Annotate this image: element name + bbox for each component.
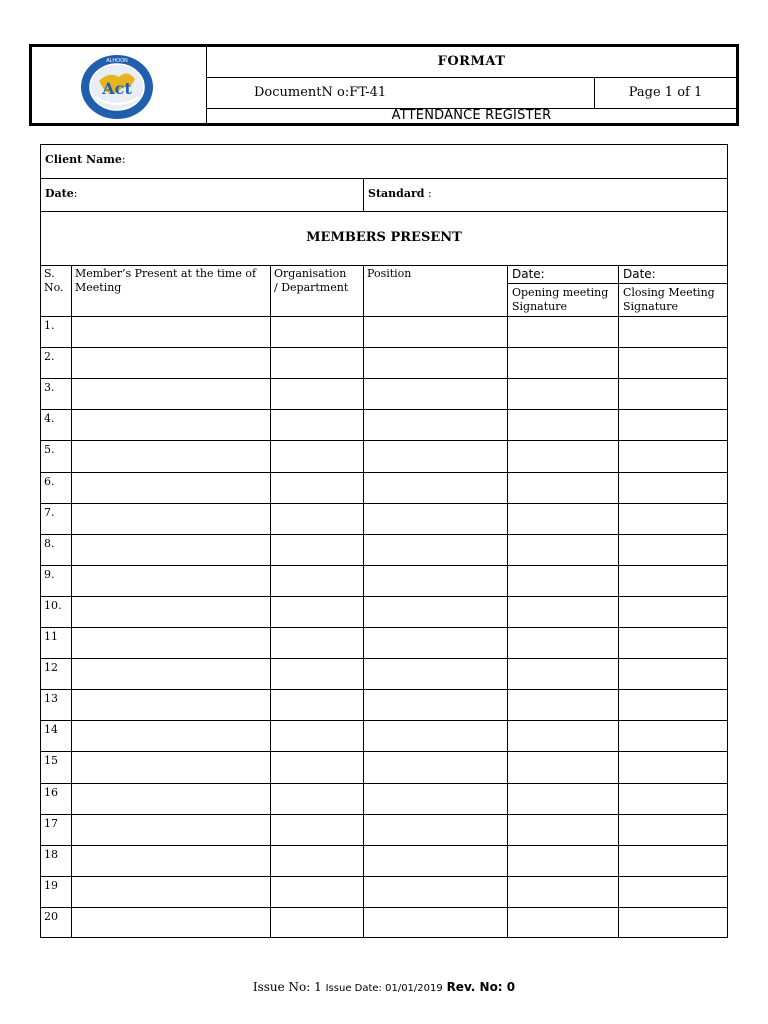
closing-date-header[interactable]: Date: [623, 267, 656, 281]
table-row[interactable] [41, 720, 727, 751]
divider [363, 178, 364, 211]
doc-info-row [207, 78, 736, 109]
table-row[interactable] [41, 845, 727, 876]
client-name-separator: : [121, 153, 126, 166]
row-number: 20 [44, 909, 58, 923]
row-number: 6. [44, 474, 55, 488]
table-row[interactable] [41, 876, 727, 907]
row-number: 14 [44, 723, 58, 737]
table-row[interactable] [41, 534, 727, 565]
table-row[interactable] [41, 783, 727, 814]
col-header-organisation [274, 267, 348, 295]
row-number: 7. [44, 505, 55, 519]
table-row[interactable] [41, 627, 727, 658]
table-row[interactable] [41, 907, 727, 938]
attendance-form [40, 144, 728, 938]
date-label: Date [45, 187, 74, 200]
row-number: 4. [44, 412, 55, 426]
table-row[interactable] [41, 596, 727, 627]
col-header-opening-signature [512, 286, 608, 314]
col-header-close-line1: Closing Meeting [623, 286, 715, 299]
document-header [29, 44, 739, 126]
divider [41, 265, 727, 266]
table-row[interactable] [41, 751, 727, 782]
row-number: 10. [44, 598, 62, 612]
col-header-open-line2: Signature [512, 300, 568, 313]
col-header-sno-line1: S. [44, 267, 55, 280]
col-header-member [75, 267, 271, 295]
table-row[interactable] [41, 440, 727, 471]
table-row[interactable] [41, 347, 727, 378]
col-header-member-line2: Meeting [75, 281, 122, 294]
row-number: 8. [44, 536, 55, 550]
col-header-member-line1: Member’s Present at the time of [75, 267, 257, 280]
logo-cell [32, 47, 207, 123]
logo-ring-text: ALHOON [106, 58, 128, 64]
divider [41, 178, 727, 179]
table-row[interactable] [41, 565, 727, 596]
col-header-org-line2: / Department [274, 281, 349, 294]
document-number: DocumentN o:FT-41 [254, 85, 387, 100]
table-row[interactable] [41, 472, 727, 503]
col-header-position: Position [367, 267, 412, 280]
row-number: 19 [44, 878, 58, 892]
client-name-label: Client Name [45, 153, 122, 166]
row-number: 17 [44, 816, 58, 830]
row-number: 11 [44, 630, 58, 643]
row-number: 18 [44, 847, 58, 861]
col-header-close-line2: Signature [623, 300, 679, 313]
table-row[interactable] [41, 814, 727, 845]
revision-number: Rev. No: 0 [446, 980, 516, 994]
divider [41, 211, 727, 212]
page-number: Page 1 of 1 [594, 78, 736, 108]
issue-number: Issue No: 1 [252, 980, 322, 994]
row-number: 1. [44, 319, 55, 332]
row-number: 15 [44, 754, 58, 768]
issue-date: Issue Date: 01/01/2019 [325, 983, 443, 994]
table-row[interactable] [41, 409, 727, 440]
standard-label: Standard [368, 187, 425, 200]
col-header-sno [44, 267, 64, 295]
client-name-field[interactable] [45, 153, 126, 166]
members-present-title: MEMBERS PRESENT [306, 230, 462, 245]
row-number: 9. [44, 567, 55, 581]
table-row[interactable] [41, 503, 727, 534]
row-number: 5. [44, 443, 55, 457]
attendance-register-title: ATTENDANCE REGISTER [391, 108, 552, 123]
date-field[interactable] [45, 187, 77, 200]
col-header-sno-line2: No. [44, 281, 64, 294]
table-row[interactable] [41, 316, 727, 347]
standard-field[interactable] [368, 187, 432, 200]
table-row[interactable] [41, 689, 727, 720]
col-header-open-line1: Opening meeting [512, 286, 609, 299]
opening-date-header[interactable]: Date: [512, 267, 545, 281]
date-separator: : [73, 187, 78, 200]
row-number: 3. [44, 381, 55, 395]
company-logo [79, 53, 155, 121]
divider [507, 283, 727, 284]
col-header-org-line1: Organisation [274, 267, 347, 280]
logo-text: Act [102, 79, 132, 98]
table-row[interactable] [41, 658, 727, 689]
format-title: FORMAT [207, 47, 736, 78]
col-header-closing-signature [623, 286, 715, 314]
row-number: 2. [44, 350, 55, 364]
row-number: 12 [44, 661, 58, 675]
table-row[interactable] [41, 378, 727, 409]
row-number: 13 [44, 692, 58, 706]
row-number: 16 [44, 785, 58, 799]
standard-separator: : [424, 187, 432, 200]
document-footer [0, 980, 768, 994]
